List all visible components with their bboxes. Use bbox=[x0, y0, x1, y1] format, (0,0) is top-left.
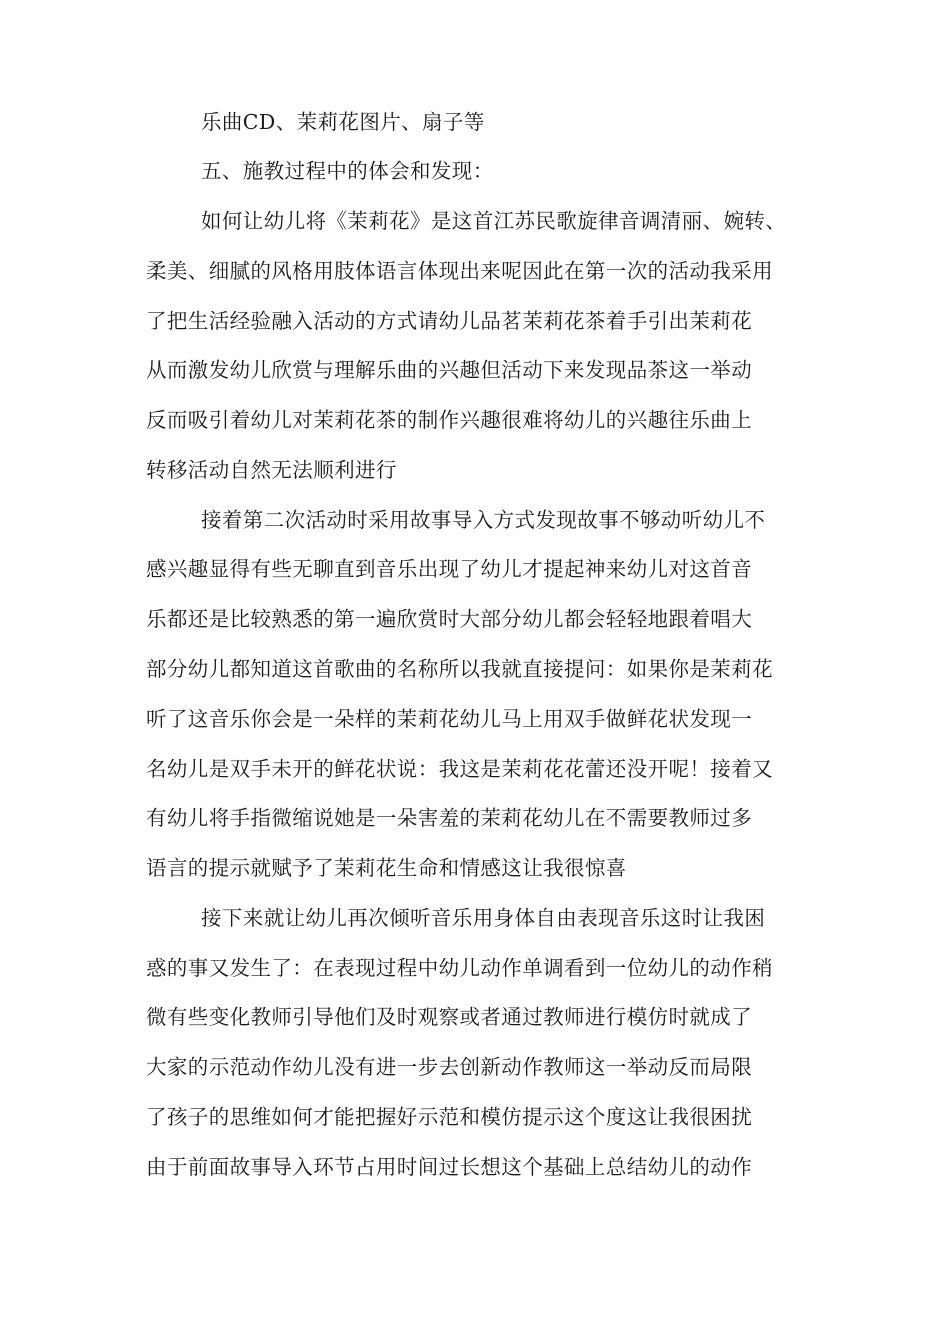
section-heading: 五、施教过程中的体会和发现： bbox=[201, 159, 494, 183]
paragraph-line: 柔美、细腻的风格用肢体语言体现出来呢因此在第一次的活动我采用 bbox=[146, 259, 773, 283]
paragraph-line: 惑的事又发生了：在表现过程中幼儿动作单调看到一位幼儿的动作稍 bbox=[146, 956, 773, 980]
paragraph-line: 微有些变化教师引导他们及时观察或者通过教师进行模仿时就成了 bbox=[146, 1005, 753, 1029]
paragraph-line: 了把生活经验融入活动的方式请幼儿品茗茉莉花茶着手引出茉莉花 bbox=[146, 309, 753, 333]
paragraph-line: 由于前面故事导入环节占用时间过长想这个基础上总结幼儿的动作 bbox=[146, 1155, 753, 1179]
paragraph-line: 反而吸引着幼儿对茉莉花茶的制作兴趣很难将幼儿的兴趣往乐曲上 bbox=[146, 408, 753, 432]
paragraph-line: 感兴趣显得有些无聊直到音乐出现了幼儿才提起神来幼儿对这首音 bbox=[146, 557, 753, 581]
paragraph-line: 了孩子的思维如何才能把握好示范和模仿提示这个度这让我很困扰 bbox=[146, 1105, 753, 1129]
paragraph-line: 有幼儿将手指微缩说她是一朵害羞的茉莉花幼儿在不需要教师过多 bbox=[146, 806, 753, 830]
materials-line: 乐曲CD、茉莉花图片、扇子等 bbox=[201, 110, 485, 134]
paragraph-line: 乐都还是比较熟悉的第一遍欣赏时大部分幼儿都会轻轻地跟着唱大 bbox=[146, 607, 753, 631]
paragraph-line: 大家的示范动作幼儿没有进一步去创新动作教师这一举动反而局限 bbox=[146, 1055, 753, 1079]
paragraph-line: 从而激发幼儿欣赏与理解乐曲的兴趣但活动下来发现品茶这一举动 bbox=[146, 358, 753, 382]
paragraph-line: 听了这音乐你会是一朵样的茉莉花幼儿马上用双手做鲜花状发现一 bbox=[146, 707, 753, 731]
paragraph-line: 接着第二次活动时采用故事导入方式发现故事不够动听幼儿不 bbox=[201, 508, 766, 532]
paragraph-line: 如何让幼儿将《茉莉花》是这首江苏民歌旋律音调清丽、婉转、 bbox=[201, 209, 787, 233]
paragraph-line: 转移活动自然无法顺利进行 bbox=[146, 458, 397, 482]
paragraph-line: 部分幼儿都知道这首歌曲的名称所以我就直接提问：如果你是茉莉花 bbox=[146, 657, 773, 681]
paragraph-line: 名幼儿是双手未开的鲜花状说：我这是茉莉花花蕾还没开呢！接着又 bbox=[146, 757, 773, 781]
paragraph-line: 接下来就让幼儿再次倾听音乐用身体自由表现音乐这时让我困 bbox=[201, 906, 766, 930]
paragraph-line: 语言的提示就赋予了茉莉花生命和情感这让我很惊喜 bbox=[146, 856, 627, 880]
